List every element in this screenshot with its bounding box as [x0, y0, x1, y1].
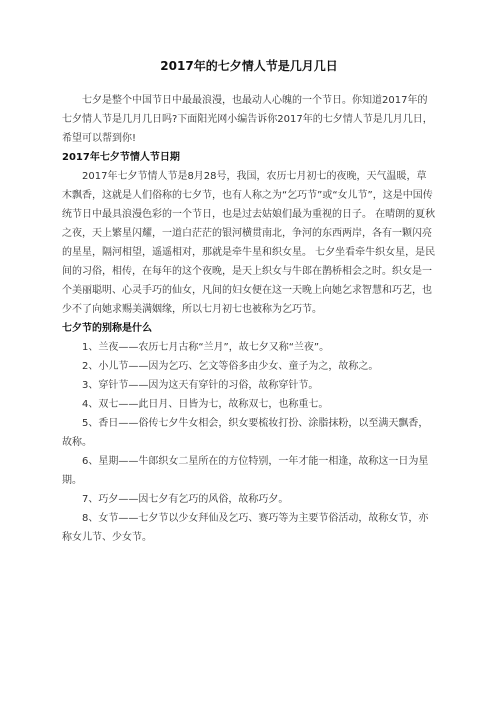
list-item: 4、双七——此日月、日皆为七，故称双七，也称重七。: [82, 399, 329, 410]
list-item: 5、香日——俗传七夕牛女相会，织女要梳妆打扮、涂脂抹粉，以至满天飘香，故称。: [62, 418, 429, 448]
section-heading-aliases: 七夕节的别称是什么: [62, 323, 152, 334]
list-item: 1、兰夜——农历七月古称“兰月”，故七夕又称“兰夜”。: [82, 342, 330, 353]
list-item: 3、穿针节——因为这天有穿针的习俗，故称穿针节。: [82, 380, 319, 391]
intro-paragraph: 七夕是整个中国节日中最最浪漫，也最动人心魄的一个节日。你知道2017年的七夕情人节是几月几日吗?下面阳光网小编告诉你2017年的七夕情人节是几月几日，希望可以帮到你!: [62, 95, 433, 144]
document-page: [62, 58, 436, 547]
aliases-list: [62, 338, 436, 547]
section-heading-date: 2017年七夕节情人节日期: [62, 152, 180, 163]
list-item: 2、小儿节——因为乞巧、乞文等俗多由少女、童子为之，故称之。: [82, 361, 379, 372]
list-item: 7、巧夕——因七夕有乞巧的风俗，故称巧夕。: [82, 494, 289, 505]
list-item: 8、女节——七夕节以少女拜仙及乞巧、赛巧等为主要节俗活动，故称女节，亦称女儿节、少女节。: [62, 513, 429, 543]
section-body-date: 2017年七夕节情人节是8月28号，我国，农历七月初七的夜晚，天气温暖，草木飘香，这就是人们俗称的七夕节，也有人称之为“乞巧节”或“女儿节”，这是中国传统节日中最具浪漫色彩的一个节日，也是过去姑娘们最为重视的日子。 在晴朗的夏秋之夜，天上繁星闪耀，一道白茫茫的银河横贯南北，争河的东西两岸，各有一颗闪亮的星星，隔河相望，遥遥相对，那就是牵牛星和织女星。 七夕坐看牵牛织女星，是民间的习俗，相传，在每年的这个夜晚，是天上织女与牛郎在鹊桥相会之时。织女是一个美丽聪明、心灵手巧的仙女，凡间的妇女便在这一天晚上向她乞求智慧和巧艺，也少不了向她求赐美满姻缘，所以七月初七也被称为乞巧节。: [62, 171, 436, 315]
list-item: 6、星期——牛郎织女二星所在的方位特别，一年才能一相逢，故称这一日为星期。: [62, 456, 429, 486]
document-title: 2017年的七夕情人节是几月几日: [160, 59, 338, 73]
